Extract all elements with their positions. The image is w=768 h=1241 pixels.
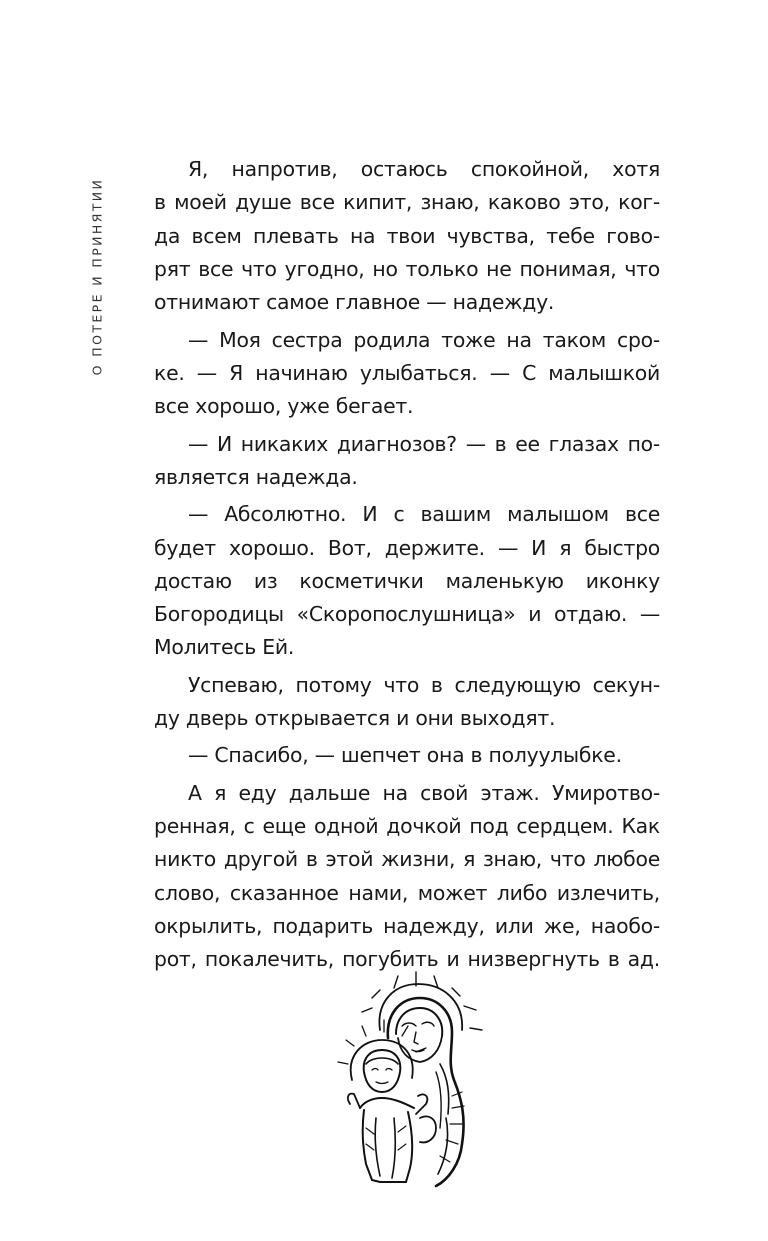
running-head-text: О ПОТЕРЕ И ПРИНЯТИИ [89,177,105,375]
text-line: достаю из косметички маленькую иконку [154,568,660,593]
text-line: — Абсолютно. И с вашим малышом все [188,502,660,527]
text-line: окрылить, подарить надежду, или же, наобо- [154,914,660,938]
text-line: ду дверь открывается и они выходят. [154,706,556,731]
text-line: — Спасибо, — шепчет она в полуулыбке. [188,743,622,768]
paragraph-2 [154,324,660,424]
text-line: рот, покалечить, погубить и низвергнуть в ад. [154,947,660,972]
text-line: Успеваю, потому что в следующую секун- [188,672,660,697]
text-line: рят все что угодно, но только не понимая, что [154,256,660,281]
text-line: отнимают самое главное — надежду. [154,290,555,315]
text-line: Я, напротив, остаюсь спокойной, хотя [188,157,660,181]
text-line: Молитесь Ей. [154,635,295,660]
text-line: будет хорошо. Вот, держите. — И я быстро [154,535,660,560]
body-text [154,153,660,977]
paragraph-4 [154,498,660,664]
text-line: является надежда. [154,464,358,489]
running-head [86,160,108,392]
paragraph-6 [154,739,660,772]
madonna-and-child-icon [336,968,486,1190]
paragraph-7 [154,777,660,977]
text-line: никто другой в этой жизни, я знаю, что любое [154,847,660,872]
text-line: — И никаких диагнозов? — в ее глазах по- [188,431,660,456]
text-line: А я еду дальше на свой этаж. Умиротво- [188,780,660,805]
text-line: все хорошо, уже бегает. [154,394,414,419]
text-line: да всем плевать на твои чувства, тебе гово- [154,223,660,248]
paragraph-1 [154,153,660,319]
text-line: ренная, с еще одной дочкой под сердцем. Как [154,814,660,839]
paragraph-5 [154,669,660,736]
text-line: в моей душе все кипит, знаю, каково это, ког- [154,190,660,215]
text-line: слово, сказанное нами, может либо излечить, [154,880,660,905]
paragraph-3 [154,428,660,495]
text-line: Богородицы «Скоропослушница» и отдаю. — [154,602,660,627]
text-line: — Моя сестра родила тоже на таком сро- [188,327,660,352]
text-line: ке. — Я начинаю улыбаться. — С малышкой [154,360,660,385]
